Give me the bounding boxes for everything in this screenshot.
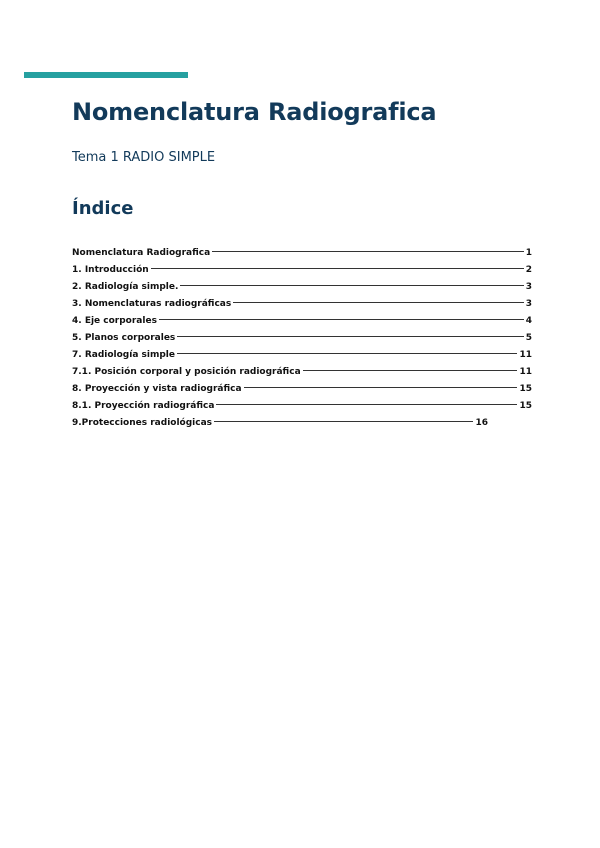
toc-entry-label: 7.1. Posición corporal y posición radiográfica — [72, 367, 301, 377]
toc-leader — [214, 421, 473, 422]
toc-entry-label: 8. Proyección y vista radiográfica — [72, 384, 242, 394]
toc-entry-label: 9.Protecciones radiológicas — [72, 418, 213, 428]
toc-entry-label: 5. Planos corporales — [72, 333, 176, 343]
toc-leader — [303, 370, 518, 371]
toc-entry-label: 3. Nomenclaturas radiográficas — [72, 299, 232, 309]
toc-entry-page: 3 — [525, 282, 532, 292]
toc-leader — [233, 302, 523, 303]
toc-entry[interactable] — [72, 381, 532, 398]
toc-entry-page: 2 — [525, 265, 532, 275]
toc-entry-page: 11 — [519, 367, 532, 377]
toc-leader — [159, 319, 524, 320]
toc-entry[interactable] — [72, 279, 532, 296]
toc-entry-page: 4 — [525, 316, 532, 326]
toc-leader — [216, 404, 517, 405]
toc-entry-page: 3 — [525, 299, 532, 309]
toc-entry-label: 7. Radiología simple — [72, 350, 175, 360]
toc-leader — [151, 268, 524, 269]
toc-entry[interactable] — [72, 330, 532, 347]
toc-leader — [177, 353, 517, 354]
toc-entry-page: 5 — [525, 333, 532, 343]
index-heading: Índice — [72, 198, 134, 219]
toc-leader — [180, 285, 523, 286]
accent-bar — [24, 72, 188, 78]
toc-entry-page: 16 — [475, 418, 488, 428]
toc-entry-page: 11 — [519, 350, 532, 360]
toc-entry-label: 4. Eje corporales — [72, 316, 157, 326]
document-title: Nomenclatura Radiografica — [72, 98, 437, 126]
toc-leader — [177, 336, 523, 337]
table-of-contents — [72, 245, 532, 432]
toc-entry[interactable] — [72, 296, 532, 313]
toc-entry-label: 1. Introducción — [72, 265, 149, 275]
toc-entry[interactable] — [72, 262, 532, 279]
toc-entry[interactable] — [72, 245, 532, 262]
toc-entry-label: 2. Radiología simple. — [72, 282, 179, 292]
toc-entry-label: Nomenclatura Radiografica — [72, 248, 211, 258]
toc-entry[interactable] — [72, 313, 532, 330]
toc-entry[interactable] — [72, 415, 488, 432]
toc-entry-page: 1 — [525, 248, 532, 258]
toc-entry-page: 15 — [519, 384, 532, 394]
toc-entry[interactable] — [72, 398, 532, 415]
toc-entry-label: 8.1. Proyección radiográfica — [72, 401, 215, 411]
toc-leader — [244, 387, 518, 388]
toc-entry[interactable] — [72, 364, 532, 381]
toc-leader — [212, 251, 524, 252]
document-subtitle: Tema 1 RADIO SIMPLE — [72, 150, 216, 165]
toc-entry[interactable] — [72, 347, 532, 364]
toc-entry-page: 15 — [519, 401, 532, 411]
